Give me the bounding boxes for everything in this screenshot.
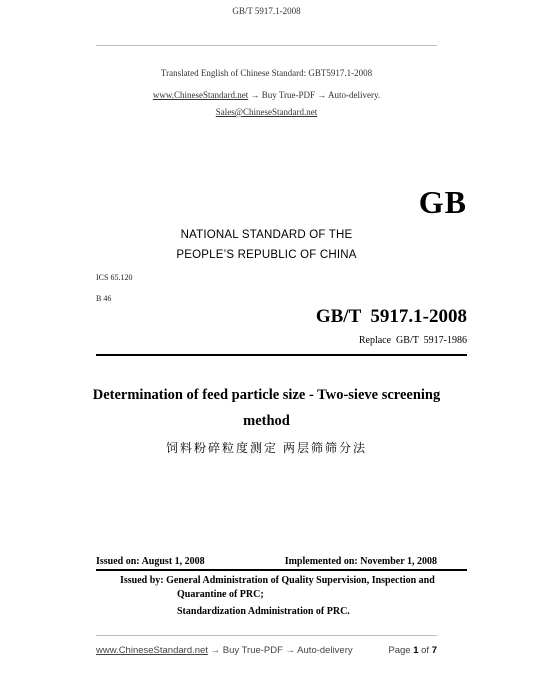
footer-buy-text: → Buy True-PDF → Auto-delivery xyxy=(207,645,353,656)
buy-text: → Buy True-PDF → Auto-delivery. xyxy=(250,90,381,100)
page-header: GB/T 5917.1-2008 xyxy=(232,6,301,16)
dates-divider xyxy=(96,569,467,571)
of-label: of xyxy=(421,645,430,656)
implemented-date: Implemented on: November 1, 2008 xyxy=(284,556,437,567)
ics-code: ICS 65.120 xyxy=(96,273,133,282)
standard-number: GB/T 5917.1-2008 xyxy=(315,306,467,327)
issuer-line3: Standardization Administration of PRC. xyxy=(177,606,350,617)
footer-site-link[interactable]: www.ChineseStandard.net xyxy=(96,645,208,656)
sales-email-link[interactable]: Sales@ChineseStandard.net xyxy=(215,107,318,117)
header-divider xyxy=(96,45,437,46)
document-title-line2: method xyxy=(243,413,290,429)
footer-divider xyxy=(96,635,437,636)
chinese-title: 饲料粉碎粒度测定 两层筛筛分法 xyxy=(165,441,367,455)
national-standard-line2: PEOPLE’S REPUBLIC OF CHINA xyxy=(176,249,357,261)
notice-buy-line xyxy=(0,90,533,100)
issued-date: Issued on: August 1, 2008 xyxy=(96,556,205,567)
issuer-line1: Issued by: General Administration of Quality Supervision, Inspection and xyxy=(120,575,435,586)
issuer-line2: Quarantine of PRC; xyxy=(177,589,264,600)
page-number: 1 xyxy=(413,645,419,656)
notice-email-line xyxy=(0,107,533,117)
footer-left xyxy=(96,645,353,656)
translation-notice: Translated English of Chinese Standard: GBT5917.1-2008 xyxy=(160,68,373,78)
document-title-line1: Determination of feed particle size - Two-sieve screening xyxy=(92,387,441,403)
national-standard-line1: NATIONAL STANDARD OF THE xyxy=(180,229,353,241)
page-total: 7 xyxy=(431,645,437,656)
classification-code: B 46 xyxy=(96,294,112,303)
page-indicator xyxy=(388,645,437,656)
title-divider xyxy=(96,354,467,356)
replaces-standard: Replace GB/T 5917-1986 xyxy=(358,335,467,346)
page-label: Page xyxy=(388,645,411,656)
gb-mark: GB xyxy=(418,184,467,220)
chinesestandard-link[interactable]: www.ChineseStandard.net xyxy=(152,90,249,100)
